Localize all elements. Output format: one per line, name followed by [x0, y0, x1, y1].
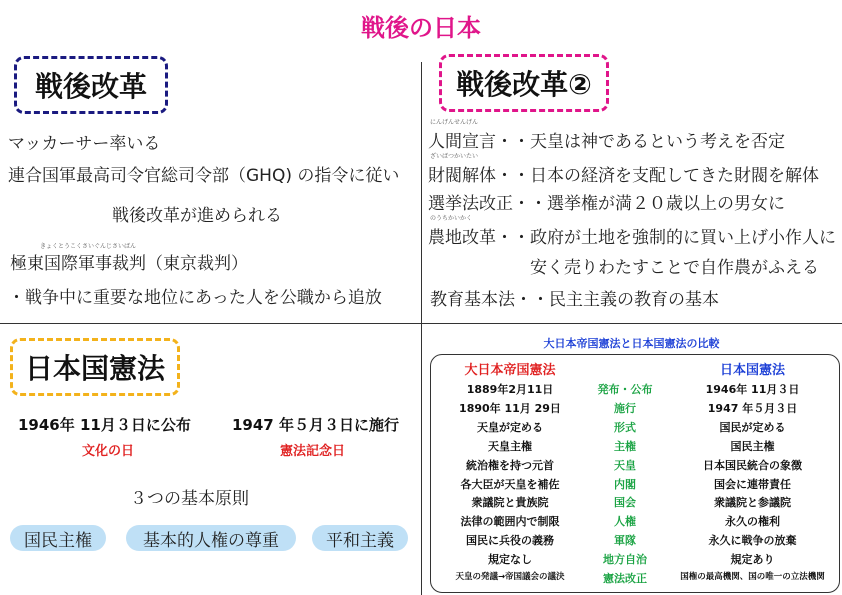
comparison-mid-cell: 内閣 [614, 477, 636, 491]
comparison-header [430, 359, 838, 377]
item-1-sep: ・・ [496, 132, 530, 152]
item-4 [428, 223, 836, 248]
comparison-left-cell: 1889年2月11日 [466, 383, 554, 396]
item-4-sep: ・・ [496, 228, 530, 248]
comparison-mid-cell: 人権 [614, 515, 636, 529]
item-3-desc: 選挙権が満２０歳以上の男女に [547, 194, 785, 214]
item-4-desc: 政府が土地を強制的に買い上げ小作人に [530, 228, 836, 248]
comparison-left-cell: 統治権を持つ元首 [466, 458, 554, 472]
comparison-mid-cell: 発布・公布 [597, 383, 653, 396]
item-3 [428, 189, 785, 214]
comparison-left-cell: 規定なし [488, 553, 532, 567]
section3-heading-box [10, 338, 180, 396]
item-2 [428, 161, 819, 186]
comparison-right-cell: 国権の最高機関、国の唯一の立法機関 [680, 572, 825, 582]
item-2-sep: ・・ [496, 166, 530, 186]
comparison-row [430, 570, 838, 588]
comparison-mid-cell: 天皇 [614, 458, 636, 472]
comparison-row [430, 494, 838, 512]
comparison-mid-cell: 施行 [614, 401, 636, 415]
item-5-desc: 民主主義の教育の基本 [549, 290, 719, 310]
ruby-2: ざいばつかいたい [430, 153, 479, 160]
vertical-divider [421, 62, 422, 595]
promulgated-note: 文化の日 [82, 444, 135, 459]
item-5-sep: ・・ [515, 290, 549, 310]
comparison-right-cell: 衆議院と参議院 [714, 496, 791, 510]
comparison-right-cell: 国会に連帯責任 [714, 477, 791, 491]
item-2-term: 財閥解体 [428, 166, 496, 186]
section1-line-1: マッカーサー率いる [8, 134, 161, 154]
section1-ruby: きょくとうこくさいぐんじさいばん [40, 243, 137, 250]
item-5-term: 教育基本法 [430, 290, 515, 310]
enforced-note: 憲法記念日 [280, 444, 346, 459]
section2-heading-box [439, 54, 609, 112]
section1-line-4: 極東国際軍事裁判（東京裁判） [10, 254, 248, 274]
principle-1: 国民主権 [10, 525, 106, 551]
comparison-right-cell: 永久に戦争の放棄 [708, 534, 797, 548]
comparison-right-cell: 国民が定める [719, 420, 786, 434]
comparison-left-cell: 天皇主権 [488, 439, 532, 453]
comparison-right-cell: 1947 年５月３日 [707, 401, 798, 415]
comparison-right-cell: 永久の権利 [725, 515, 780, 529]
promulgated-date: 1946年 11月３日に公布 [18, 416, 191, 434]
comparison-row [430, 419, 838, 437]
page-title: 戦後の日本 [361, 14, 481, 42]
header-left: 大日本帝国憲法 [464, 363, 556, 378]
item-4-cont: 安く売りわたすことで自作農がふえる [530, 258, 819, 278]
item-3-sep: ・・ [513, 194, 547, 214]
comparison-right-cell: 国民主権 [730, 439, 775, 453]
item-3-term: 選挙法改正 [428, 194, 513, 214]
comparison-right-cell: 規定あり [730, 553, 775, 567]
ruby-4: のうちかいかく [430, 215, 473, 222]
section3-heading: 日本国憲法 [24, 352, 165, 385]
comparison-left-cell: 1890年 11月 29日 [459, 401, 561, 415]
section1-line-3: 戦後改革が進められる [112, 206, 282, 226]
comparison-right-cell: 日本国民統合の象徴 [703, 458, 802, 472]
section1-line-5: ・戦争中に重要な地位にあった人を公職から追放 [8, 288, 382, 308]
comparison-mid-cell: 軍隊 [614, 534, 636, 548]
comparison-row [430, 513, 838, 531]
comparison-row [430, 400, 838, 418]
comparison-left-cell: 国民に兵役の義務 [466, 534, 554, 548]
item-1-term: 人間宣言 [428, 132, 496, 152]
header-right: 日本国憲法 [719, 363, 785, 378]
comparison-row [430, 438, 838, 456]
comparison-row [430, 457, 838, 475]
comparison-left-cell: 法律の範囲内で制限 [460, 515, 560, 529]
principle-2: 基本的人権の尊重 [126, 525, 296, 551]
comparison-row [430, 381, 838, 399]
comparison-left-cell: 各大臣が天皇を補佐 [460, 477, 560, 491]
item-4-term: 農地改革 [428, 228, 496, 248]
comparison-row [430, 551, 838, 569]
comparison-mid-cell: 形式 [614, 420, 636, 434]
comparison-title: 大日本帝国憲法と日本国憲法の比較 [543, 337, 720, 350]
principle-3: 平和主義 [312, 525, 408, 551]
comparison-mid-cell: 憲法改正 [603, 572, 647, 585]
section1-heading: 戦後改革 [34, 70, 147, 103]
comparison-row [430, 532, 838, 550]
section1-heading-box [14, 56, 168, 114]
item-5 [430, 285, 719, 310]
comparison-row [430, 476, 838, 494]
comparison-mid-cell: 地方自治 [603, 553, 647, 567]
horizontal-divider [0, 323, 842, 324]
item-1 [428, 127, 785, 152]
section1-line-2: 連合国軍最高司令官総司令部（GHQ) の指令に従い [8, 166, 400, 186]
comparison-mid-cell: 主権 [614, 439, 636, 453]
ruby-1: にんげんせんげん [430, 119, 479, 126]
comparison-left-cell: 衆議院と貴族院 [471, 496, 549, 510]
enforced-date: 1947 年５月３日に施行 [232, 416, 399, 434]
comparison-left-cell: 天皇が定める [477, 420, 543, 434]
comparison-right-cell: 1946年 11月３日 [705, 383, 800, 396]
item-1-desc: 天皇は神であるという考えを否定 [530, 132, 785, 152]
principles-title: ３つの基本原則 [130, 489, 249, 509]
section2-heading: 戦後改革② [456, 68, 592, 101]
comparison-mid-cell: 国会 [614, 496, 636, 510]
item-2-desc: 日本の経済を支配してきた財閥を解体 [530, 166, 819, 186]
comparison-left-cell: 天皇の発議→帝国議会の議決 [455, 572, 565, 582]
